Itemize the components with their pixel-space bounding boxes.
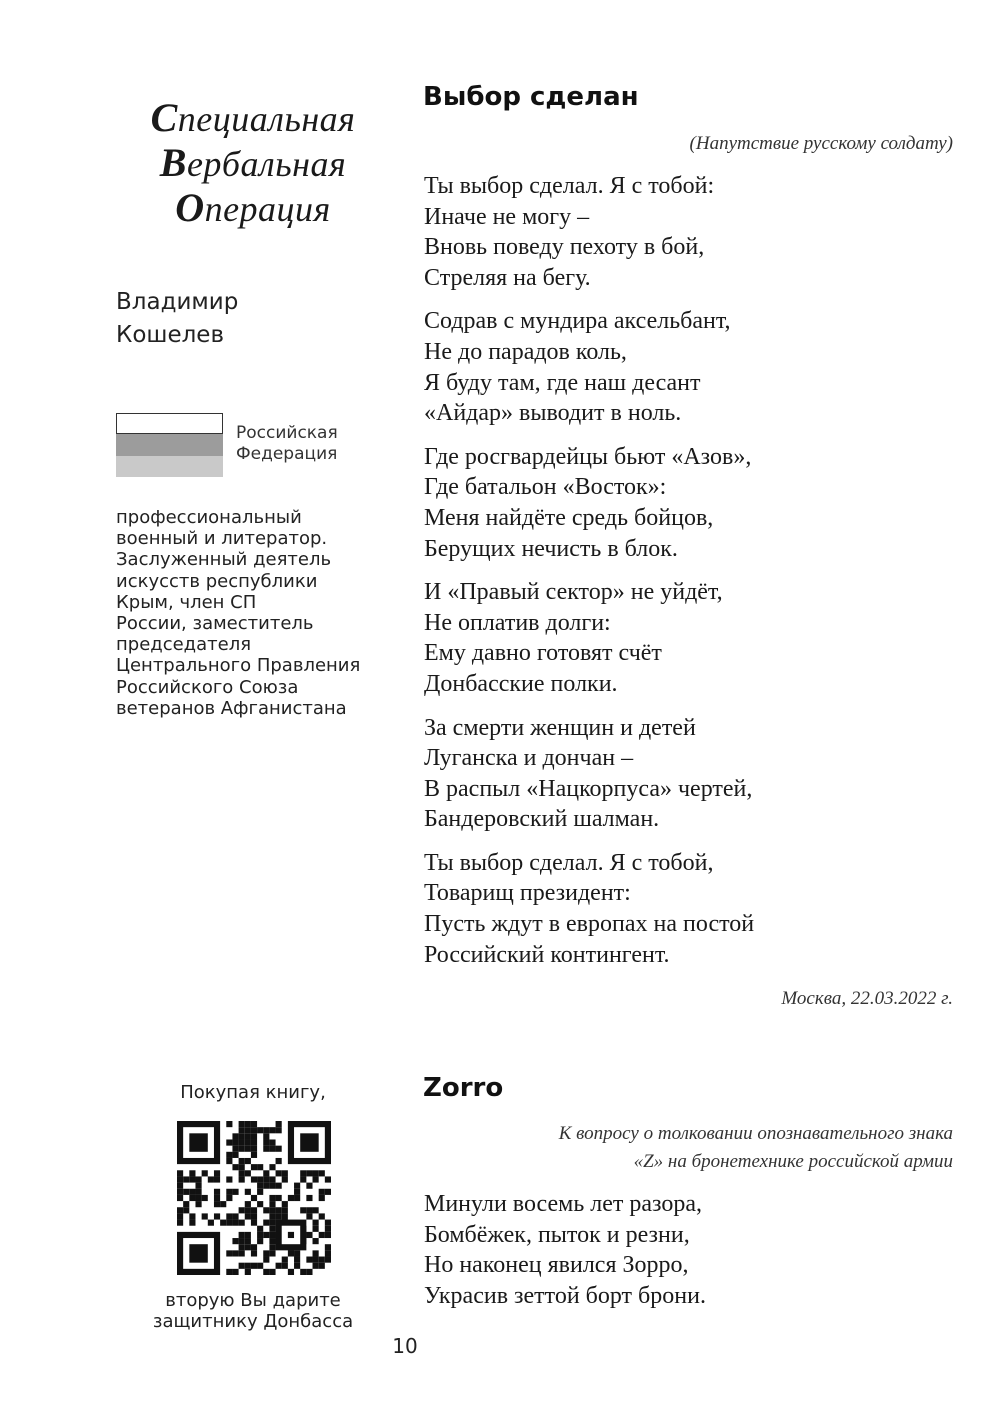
stanza: Ты выбор сделал. Я с тобой, Товарищ президент: Пусть ждут в европах на постой Российский контингент.: [424, 849, 755, 968]
poem-epigraph: (Напутствие русскому солдату): [689, 133, 953, 154]
page-number: 10: [392, 1334, 418, 1358]
stanza: Минули восемь лет разора, Бомбёжек, пыток и резни, Но наконец явился Зорро, Украсив зеттой борт брони.: [424, 1191, 706, 1309]
author-first-name: Владимир: [116, 289, 239, 315]
poem-title: Выбор сделан: [423, 82, 639, 112]
qr-caption-bottom: вторую Вы дарите защитнику Донбасса: [152, 1290, 354, 1332]
qr-code-icon: [177, 1121, 331, 1275]
qr-caption-top: Покупая книгу,: [180, 1082, 326, 1103]
stanza: И «Правый сектор» не уйдёт, Не оплатив долги: Ему давно готовят счёт Донбасские полки.: [424, 579, 723, 697]
series-title-line: Операция: [175, 185, 331, 230]
poem-body: [424, 1189, 964, 1324]
author-last-name: Кошелев: [116, 322, 225, 348]
author-name: [116, 286, 238, 352]
author-bio: профессиональный военный и литератор. Заслуженный деятель искусств республики Крым, член СП России, заместитель председателя Центрального Правления Российского Союза ветеранов Афганистана: [116, 507, 361, 719]
stanza: Где росгвардейцы бьют «Азов», Где батальон «Восток»: Меня найдёте средь бойцов, Берущих нечисть в блок.: [424, 443, 752, 562]
stanza: Ты выбор сделал. Я с тобой: Иначе не могу – Вновь поведу пехоту в бой, Стреляя на бегу.: [424, 173, 715, 291]
russian-flag-icon: [116, 413, 223, 477]
stanza: За смерти женщин и детей Луганска и дончан – В распыл «Нацкорпуса» чертей, Бандеровский шалман.: [424, 714, 753, 833]
flag-stripe-red: [116, 456, 223, 477]
series-title-line: Специальная: [150, 95, 356, 140]
flag-stripe-blue: [116, 434, 223, 455]
poem-epigraph: К вопросу о толковании опознавательного знака «Z» на бронетехнике российской армии: [558, 1123, 953, 1172]
country-label: Российская Федерация: [236, 423, 338, 464]
stanza: Содрав с мундира аксельбант, Не до парадов коль, Я буду там, где наш десант «Айдар» выводит в ноль.: [424, 308, 731, 427]
poem-signature: Москва, 22.03.2022 г.: [781, 988, 953, 1009]
flag-stripe-white: [116, 413, 223, 434]
series-title-line: Вербальная: [159, 140, 347, 185]
series-title: [118, 96, 388, 231]
poem-title: Zorro: [423, 1073, 504, 1103]
poem-body: [424, 171, 964, 983]
